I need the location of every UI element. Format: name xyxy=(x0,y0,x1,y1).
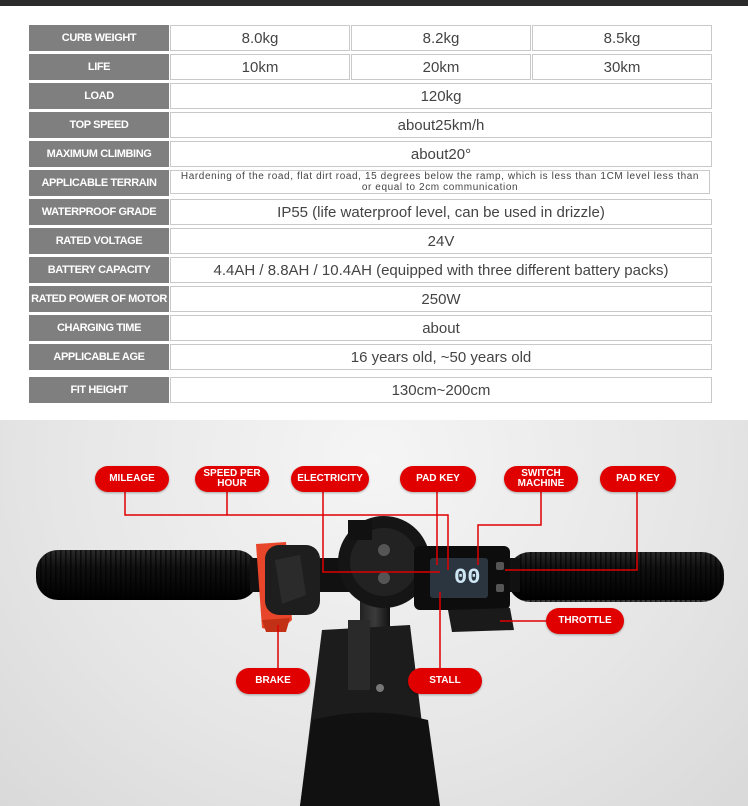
callout-speed-per-hour: SPEED PER HOUR xyxy=(195,466,269,492)
callout-pad-key-left: PAD KEY xyxy=(400,466,476,492)
spec-value: 8.5kg xyxy=(532,25,712,51)
spec-label: APPLICABLE AGE xyxy=(29,344,169,370)
spec-label: LIFE xyxy=(29,54,169,80)
spec-value: 16 years old, ~50 years old xyxy=(170,344,712,370)
scooter-stem xyxy=(300,600,440,806)
spec-value: 8.0kg xyxy=(170,25,350,51)
spec-value: Hardening of the road, flat dirt road, 15 degrees below the ramp, which is less than 1CM level less than or equal to 2cm communication xyxy=(170,170,710,194)
callout-switch-machine: SWITCH MACHINE xyxy=(504,466,578,492)
spec-value: 4.4AH / 8.8AH / 10.4AH (equipped with three different battery packs) xyxy=(170,257,712,283)
spec-label: APPLICABLE TERRAIN xyxy=(29,170,169,196)
callout-brake: BRAKE xyxy=(236,668,310,694)
spec-label: RATED POWER OF MOTOR xyxy=(29,286,169,312)
spec-label: FIT HEIGHT xyxy=(29,377,169,403)
spec-label: BATTERY CAPACITY xyxy=(29,257,169,283)
spec-value: 10km xyxy=(170,54,350,80)
spec-row-load xyxy=(29,83,712,109)
spec-row-voltage xyxy=(29,228,712,254)
left-grip xyxy=(36,550,258,600)
spec-row-charging xyxy=(29,315,712,341)
spec-value: 120kg xyxy=(170,83,712,109)
spec-label: RATED VOLTAGE xyxy=(29,228,169,254)
spec-value: 30km xyxy=(532,54,712,80)
callout-stall: STALL xyxy=(408,668,482,694)
spec-value: about20° xyxy=(170,141,712,167)
spec-value: 8.2kg xyxy=(351,25,531,51)
spec-value: about25km/h xyxy=(170,112,712,138)
spec-value: 24V xyxy=(170,228,712,254)
lcd-reading: 00 xyxy=(454,565,481,590)
spec-row-fit-height xyxy=(29,377,712,403)
callout-electricity: ELECTRICITY xyxy=(291,466,369,492)
spec-value: 130cm~200cm xyxy=(170,377,712,403)
spec-row-age xyxy=(29,344,712,370)
callout-throttle: THROTTLE xyxy=(546,608,624,634)
spec-row-max-climbing xyxy=(29,141,712,167)
spec-row-curb-weight xyxy=(29,25,712,51)
spec-row-life xyxy=(29,54,712,80)
spec-row-battery xyxy=(29,257,712,283)
callout-pad-key-right: PAD KEY xyxy=(600,466,676,492)
spec-value: 20km xyxy=(351,54,531,80)
top-border xyxy=(0,0,748,6)
spec-label: CHARGING TIME xyxy=(29,315,169,341)
spec-label: TOP SPEED xyxy=(29,112,169,138)
spec-row-motor xyxy=(29,286,712,312)
scooter-handlebar-photo xyxy=(0,420,748,806)
spec-label: CURB WEIGHT xyxy=(29,25,169,51)
spec-value: about xyxy=(170,315,712,341)
spec-value: 250W xyxy=(170,286,712,312)
spec-value: IP55 (life waterproof level, can be used in drizzle) xyxy=(170,199,712,225)
spec-row-waterproof xyxy=(29,199,712,225)
spec-row-terrain xyxy=(29,170,712,196)
brake-lever xyxy=(256,542,320,632)
right-grip xyxy=(508,552,724,602)
spec-label: LOAD xyxy=(29,83,169,109)
callout-mileage: MILEAGE xyxy=(95,466,169,492)
spec-label: WATERPROOF GRADE xyxy=(29,199,169,225)
spec-label: MAXIMUM CLIMBING xyxy=(29,141,169,167)
spec-row-top-speed xyxy=(29,112,712,138)
